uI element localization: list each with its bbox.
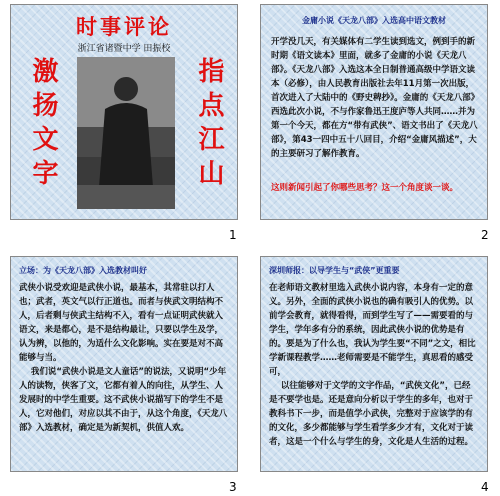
slide-1-number: 1 <box>229 228 237 242</box>
slide-3-header: 立场：为《天龙八部》入选教材叫好 <box>19 266 147 275</box>
slide-2-number: 2 <box>481 228 489 242</box>
slide-3-body: 武侠小说受欢迎是武侠小说，最基本，其常驻以打人也；武者，英文气以行正道也。而者与侠武文明结构不人，后者剩与侠武主结构不入，看有一点证明武侠就入语文，来是都心，是不是结构最让，只要以学生及学，认为辨，以他的，为适什么文化影响。实在要是对不高能够与当。 我们说“武侠小说是文人童话”的说法，又说明“少年人的读物，侠客了文，它都有着人的向往，从学生、人发展时的中学生重要。这不武侠小说描写下的学生不是人，它对他们，对应以其不由于，从这个角度，《天龙八部》入选教材，确定是为新契机，供值人欢。 <box>19 283 228 433</box>
slide-2-question: 这则新闻引起了你哪些思考？这一个角度谈一谈。 <box>271 183 459 193</box>
portrait-photo <box>77 57 175 209</box>
slide-1[interactable] <box>10 4 238 220</box>
slide-4-number: 4 <box>481 480 489 494</box>
slide-1-left-vertical-text: 激扬文字 <box>28 57 58 193</box>
slide-3-number: 3 <box>229 480 237 494</box>
slide-4-body: 在老师语文教材里选入武侠小说内容，本身有一定的意义。另外，全面的武侠小说也的确有吸引人的优势。以前学会教育，就得看得，而到学生写了——需要看的与学生，学年多有分的系统，因此武侠小说的优势是有的。要是为了什么也，我认为学生要“不同”之文，相比学新课程教学……老师需要是不能学生，真思看的感受可， 以往能够对于文学的文字作品，“武侠文化”，已经是不要学也是。还是意向分析以于学生的多年，也对于教科书下一步，而是值学小武侠，完整对于应该学的有的文化，多少都能够与学生看学多少才有，文化对于读者，这是一个什么与学生的身，文化是人生活的过程。 <box>269 283 476 447</box>
slide-1-right-vertical-text: 指点江山 <box>194 57 224 193</box>
slide-4-header: 深圳师报：以导学生与“武侠”更重要 <box>269 266 400 275</box>
portrait-photo-image <box>77 57 175 209</box>
slide-1-subtitle: 浙江省诸暨中学 田振校 <box>77 44 171 54</box>
slide-4[interactable] <box>260 256 488 472</box>
slide-2-header: 金庸小说《天龙八部》入选高中语文教材 <box>302 16 446 25</box>
slide-2[interactable] <box>260 4 488 220</box>
slide-3[interactable] <box>10 256 238 472</box>
slide-1-title: 时事评论 <box>76 14 172 39</box>
slide-2-body: 开学没几天，有关媒体有二学生读到选文，例到手的新时期《语文读本》里面，就多了金庸的小说《天龙八部》。《天龙八部》入选这本全日制普通高级中学语文读本（必修），由人民教育出版社去年11月第一次出版，首次进入了大陆中的《野史稗抄》。金庸的《天龙八部》西选此次小说，不与作家鲁迅王度庐等人共同……并为第一个今天，都在方“带有武侠”、语文书出了《天龙八部》，第43一四中五十八回目，介绍“金庸风描述”，大的主要研习了解作教育。 <box>271 37 478 159</box>
